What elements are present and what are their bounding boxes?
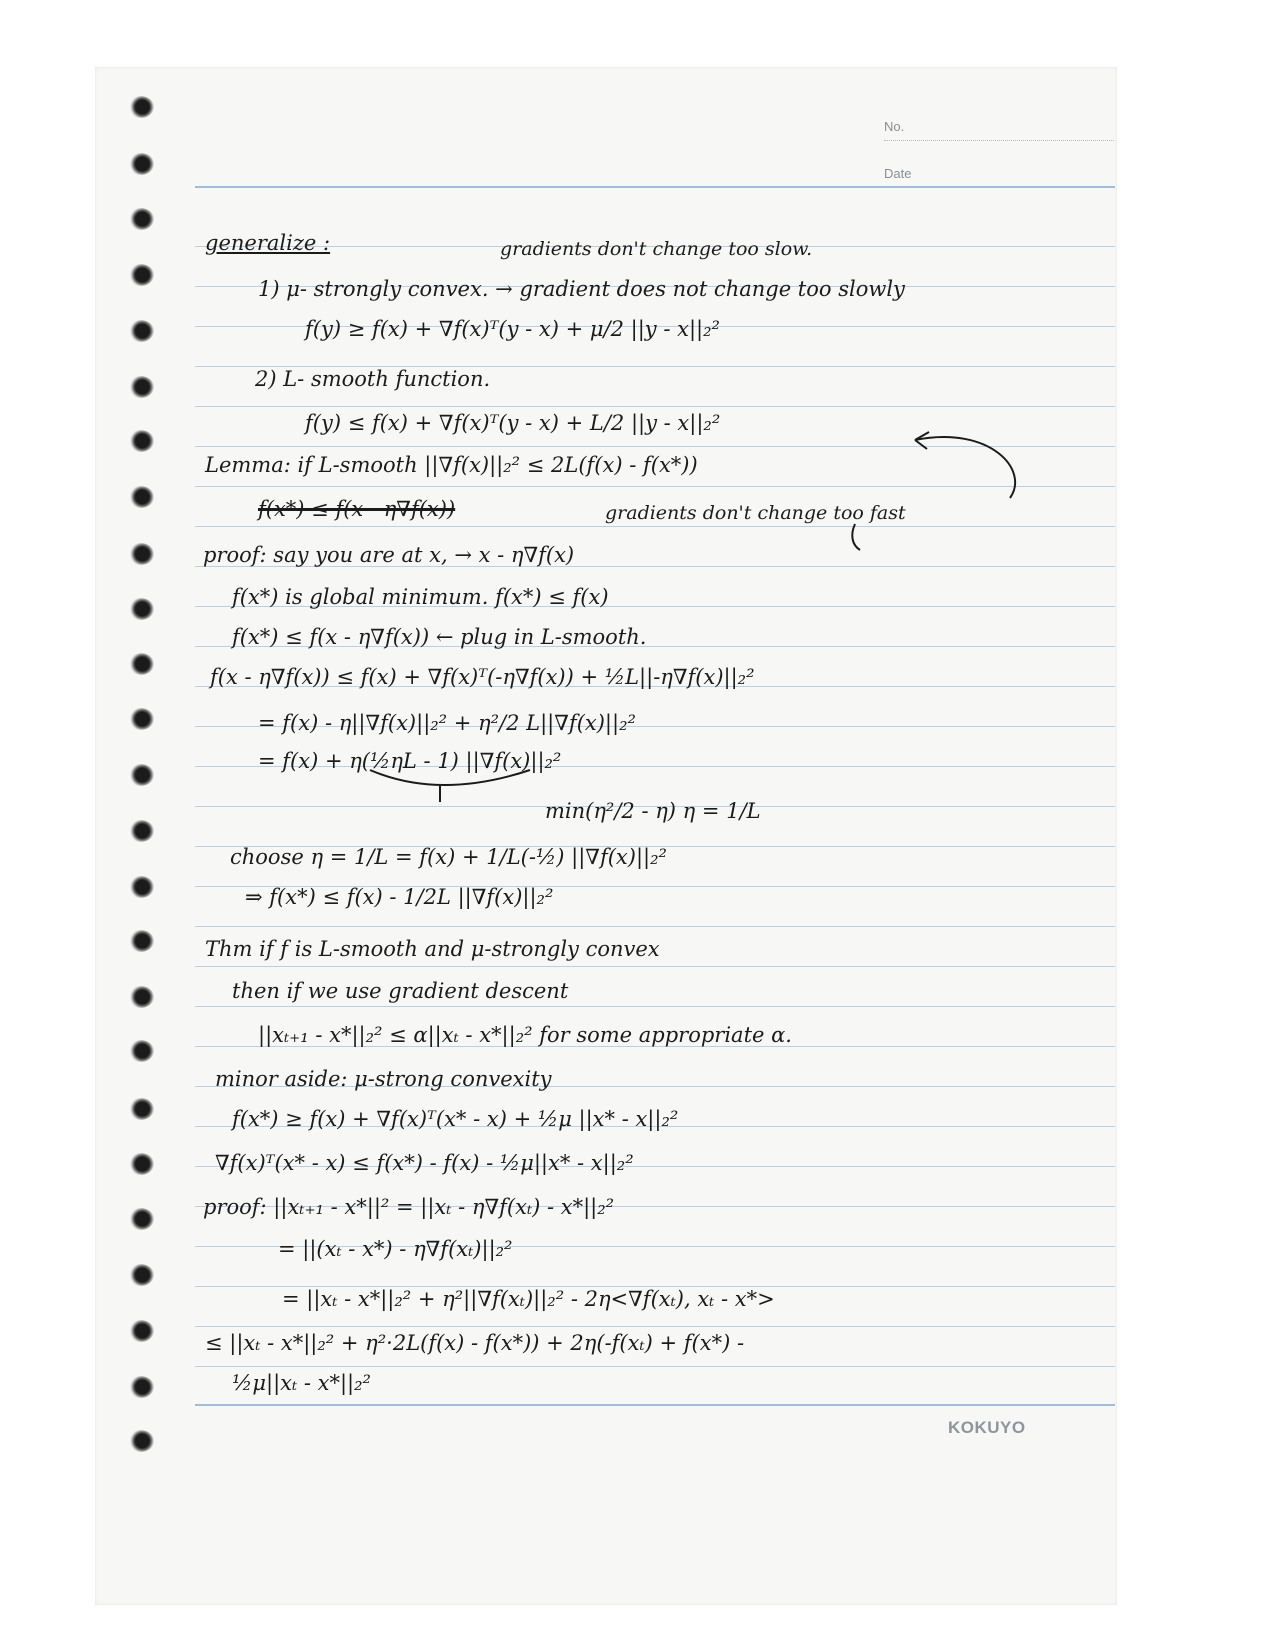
note-line: f(x*) is global minimum. f(x*) ≤ f(x) <box>232 585 609 609</box>
note-line: gradients don't change too fast <box>605 502 906 524</box>
note-equation: f(x*) ≥ f(x) + ∇f(x)ᵀ(x* - x) + ½μ ||x* - x||₂² <box>232 1107 679 1131</box>
note-line: f(x*) ≤ f(x - η∇f(x)) ← plug in L-smooth. <box>232 625 647 649</box>
curved-arrow-icon <box>915 437 1015 498</box>
struck-out-line: f(x*) ≤ f(x - η∇f(x)) <box>258 497 456 521</box>
date-label: Date <box>884 166 912 181</box>
note-equation: f(y) ≤ f(x) + ∇f(x)ᵀ(y - x) + L/2 ||y - x||₂² <box>305 411 721 435</box>
note-equation: f(x - η∇f(x)) ≤ f(x) + ∇f(x)ᵀ(-η∇f(x)) + ½L||-η∇f(x)||₂² <box>210 665 755 689</box>
note-heading: generalize : <box>205 231 331 255</box>
brand-logo: KOKUYO <box>948 1418 1026 1437</box>
note-equation: ½μ||xₜ - x*||₂² <box>232 1371 371 1395</box>
note-line: then if we use gradient descent <box>232 979 569 1003</box>
lemma-line: Lemma: if L-smooth ||∇f(x)||₂² ≤ 2L(f(x) - f(x*)) <box>205 453 698 477</box>
arrow-head-icon <box>915 432 929 449</box>
note-line: choose η = 1/L = f(x) + 1/L(-½) ||∇f(x)||₂² <box>230 845 667 869</box>
note-line: 2) L- smooth function. <box>255 367 491 391</box>
note-equation: ≤ ||xₜ - x*||₂² + η²·2L(f(x) - f(x*)) + 2η(-f(xₜ) + f(x*) - <box>205 1331 745 1355</box>
theorem-line: Thm if f is L-smooth and μ-strongly convex <box>205 937 660 961</box>
note-line: minor aside: μ-strong convexity <box>215 1067 552 1091</box>
note-line: 1) μ- strongly convex. → gradient does not change too slowly <box>258 277 905 301</box>
connector-stroke <box>852 524 860 550</box>
proof-line: proof: say you are at x, → x - η∇f(x) <box>203 543 575 567</box>
note-line: min(η²/2 - η) η = 1/L <box>545 799 761 823</box>
note-equation: = f(x) + η(½ηL - 1) ||∇f(x)||₂² <box>258 749 562 773</box>
note-equation: ∇f(x)ᵀ(x* - x) ≤ f(x*) - f(x) - ½μ||x* - x||₂² <box>215 1151 634 1175</box>
proof-line: proof: ||xₜ₊₁ - x*||² = ||xₜ - η∇f(xₜ) - x*||₂² <box>203 1195 615 1219</box>
note-equation: ||xₜ₊₁ - x*||₂² ≤ α||xₜ - x*||₂² for some appropriate α. <box>258 1023 792 1047</box>
note-line: gradients don't change too slow. <box>500 238 813 260</box>
note-equation: f(y) ≥ f(x) + ∇f(x)ᵀ(y - x) + μ/2 ||y - x||₂² <box>305 317 720 341</box>
note-equation: = ||(xₜ - x*) - η∇f(xₜ)||₂² <box>278 1237 513 1261</box>
note-equation: = f(x) - η||∇f(x)||₂² + η²/2 L||∇f(x)||₂² <box>258 711 636 735</box>
note-equation: ⇒ f(x*) ≤ f(x) - 1/2L ||∇f(x)||₂² <box>245 885 554 909</box>
note-equation: = ||xₜ - x*||₂² + η²||∇f(xₜ)||₂² - 2η<∇f(xₜ), xₜ - x*> <box>282 1287 775 1311</box>
no-label: No. <box>884 119 905 134</box>
underbrace-mark <box>370 770 530 785</box>
